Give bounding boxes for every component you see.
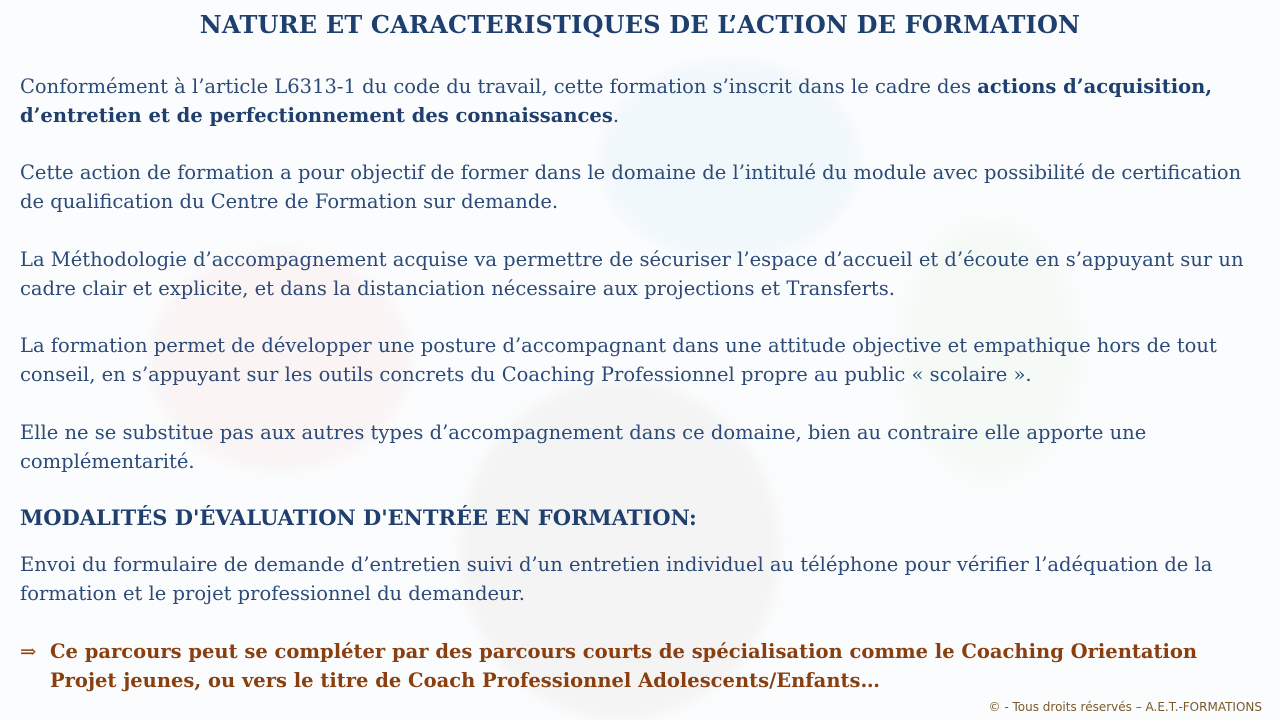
paragraph-methodology: La Méthodologie d’accompagnement acquise va permettre de sécuriser l’espace d’accueil et d’écoute en s’appuyant sur un cadre clair et explicite, et dans la distanciation nécessaire aux projections et Transferts. (20, 248, 1244, 300)
paragraph-article-text: Conformément à l’article L6313-1 du code du travail, cette formation s’inscrit dans le cadre des (20, 75, 978, 98)
arrow-right-icon: ⇒ (20, 640, 37, 663)
paragraph-evaluation: Envoi du formulaire de demande d’entretien suivi d’un entretien individuel au téléphone pour vérifier l’adéquation de la formation et le projet professionnel du demandeur. (20, 553, 1213, 605)
page-title: NATURE ET CARACTERISTIQUES DE L’ACTION DE FORMATION (199, 10, 1081, 39)
conclusion-text: Ce parcours peut se compléter par des parcours courts de spécialisation comme le Coaching Orientation Projet jeunes, ou vers le titre de Coach Professionnel Adolescents/Enfants… (50, 640, 1198, 692)
paragraph-objective: Cette action de formation a pour objectif de former dans le domaine de l’intitulé du module avec possibilité de certification de qualification du Centre de Formation sur demande. (20, 161, 1242, 213)
conclusion-block (20, 637, 1260, 695)
paragraph-article (20, 72, 1260, 130)
paragraph-article-bold: actions d’acquisition, d’entretien et de perfectionnement des connaissances (20, 75, 1213, 127)
section-title-evaluation: MODALITÉS D'ÉVALUATION D'ENTRÉE EN FORMATION: (20, 505, 697, 530)
copyright-footer: © - Tous droits réservés – A.E.T.-FORMATIONS (988, 700, 1262, 714)
paragraph-complementarity: Elle ne se substitue pas aux autres types d’accompagnement dans ce domaine, bien au contraire elle apporte une complémentarité. (20, 421, 1147, 473)
paragraph-posture: La formation permet de développer une posture d’accompagnant dans une attitude objective et empathique hors de tout conseil, en s’appuyant sur les outils concrets du Coaching Professionnel propre au public « scolaire ». (20, 334, 1217, 386)
paragraph-article-end: . (612, 104, 620, 127)
